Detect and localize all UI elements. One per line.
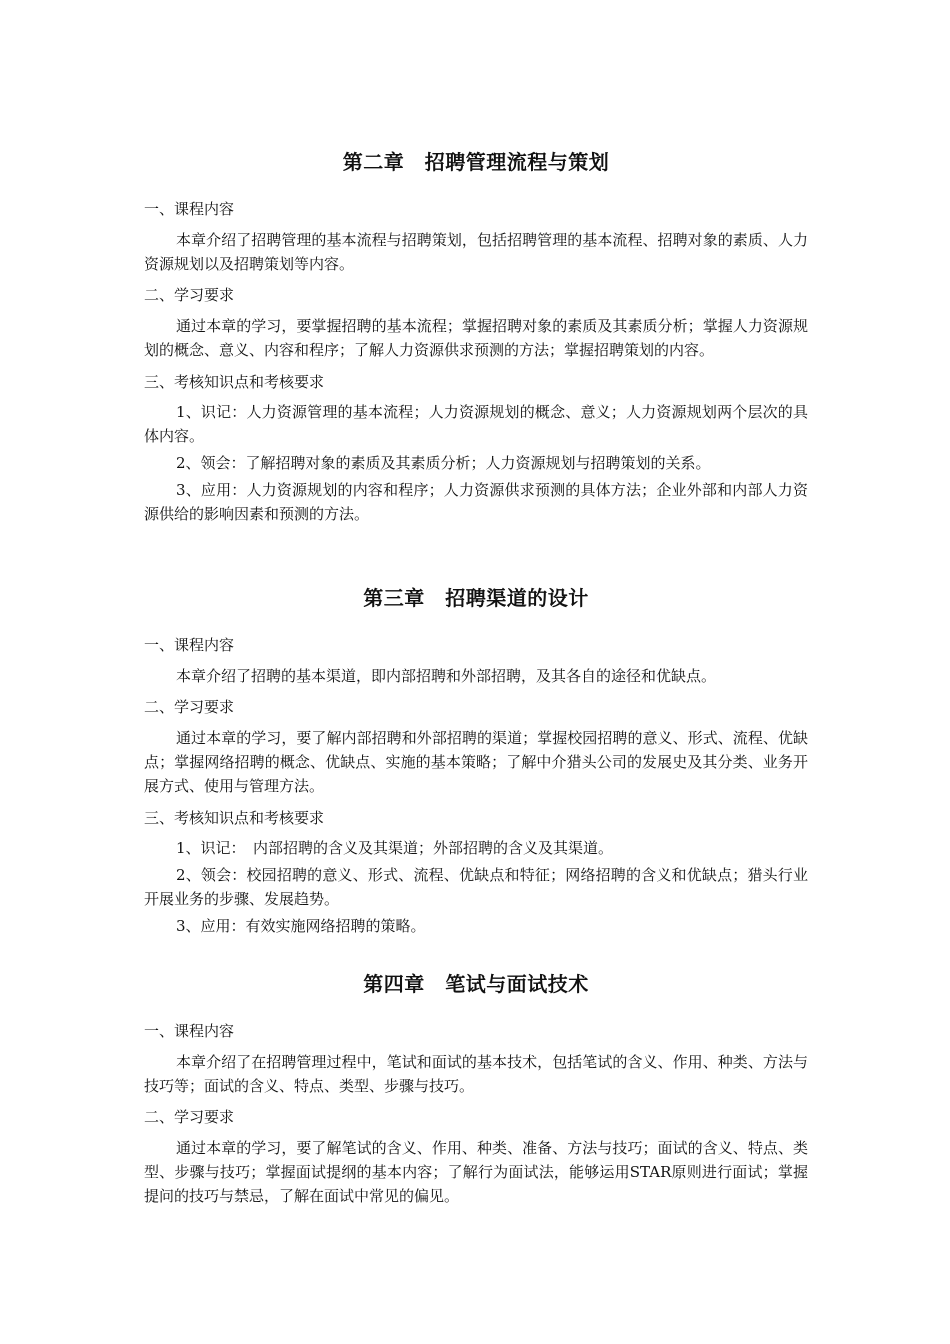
chapter-title: 第四章 笔试与面试技术 xyxy=(363,972,589,996)
section-heading-exam-points: 三、考核知识点和考核要求 xyxy=(144,373,325,391)
section-heading-learning-requirements: 二、学习要求 xyxy=(144,286,235,304)
course-content-text: 本章介绍了招聘的基本渠道，即内部招聘和外部招聘，及其各自的途径和优缺点。 xyxy=(176,667,717,685)
chapter-4-body xyxy=(144,1019,808,1208)
section-heading-learning-requirements: 二、学习要求 xyxy=(144,1108,235,1126)
section-heading-exam-points: 三、考核知识点和考核要求 xyxy=(144,809,325,827)
chapter-title: 第三章 招聘渠道的设计 xyxy=(363,586,589,610)
chapter-4-title-block xyxy=(144,968,808,997)
exam-item: 3、应用：人力资源规划的内容和程序；人力资源供求预测的具体方法；企业外部和内部人力资源供给的影响因素和预测的方法。 xyxy=(144,481,808,523)
course-content-text: 本章介绍了招聘管理的基本流程与招聘策划，包括招聘管理的基本流程、招聘对象的素质、人力资源规划以及招聘策划等内容。 xyxy=(144,231,808,273)
section-heading-learning-requirements: 二、学习要求 xyxy=(144,698,235,716)
exam-item: 1、识记： 内部招聘的含义及其渠道；外部招聘的含义及其渠道。 xyxy=(176,839,614,857)
learning-requirements-text: 通过本章的学习，要了解内部招聘和外部招聘的渠道；掌握校园招聘的意义、形式、流程、优缺点；掌握网络招聘的概念、优缺点、实施的基本策略；了解中介猎头公司的发展史及其分类、业务开展方式、使用与管理方法。 xyxy=(144,729,808,795)
learning-requirements-text: 通过本章的学习，要掌握招聘的基本流程；掌握招聘对象的素质及其素质分析；掌握人力资源规划的概念、意义、内容和程序；了解人力资源供求预测的方法；掌握招聘策划的内容。 xyxy=(144,317,808,359)
chapter-2-body xyxy=(144,197,808,526)
section-heading-course-content: 一、课程内容 xyxy=(144,200,235,218)
chapter-3-body xyxy=(144,633,808,938)
chapter-3-title-block xyxy=(144,582,808,611)
exam-item: 1、识记：人力资源管理的基本流程；人力资源规划的概念、意义；人力资源规划两个层次的具体内容。 xyxy=(144,403,808,445)
exam-item: 3、应用：有效实施网络招聘的策略。 xyxy=(176,917,426,935)
chapter-title: 第二章 招聘管理流程与策划 xyxy=(342,150,610,174)
section-heading-course-content: 一、课程内容 xyxy=(144,636,235,654)
exam-item: 2、领会：了解招聘对象的素质及其素质分析；人力资源规划与招聘策划的关系。 xyxy=(176,454,711,472)
section-heading-course-content: 一、课程内容 xyxy=(144,1022,235,1040)
learning-requirements-text: 通过本章的学习，要了解笔试的含义、作用、种类、准备、方法与技巧；面试的含义、特点、类型、步骤与技巧；掌握面试提纲的基本内容；了解行为面试法，能够运用STAR原则进行面试；掌握提问的技巧与禁忌，了解在面试中常见的偏见。 xyxy=(144,1139,808,1205)
exam-item: 2、领会：校园招聘的意义、形式、流程、优缺点和特征；网络招聘的含义和优缺点；猎头行业开展业务的步骤、发展趋势。 xyxy=(144,866,808,908)
chapter-2-title-block xyxy=(144,146,808,175)
course-content-text: 本章介绍了在招聘管理过程中，笔试和面试的基本技术，包括笔试的含义、作用、种类、方法与技巧等；面试的含义、特点、类型、步骤与技巧。 xyxy=(144,1053,808,1095)
